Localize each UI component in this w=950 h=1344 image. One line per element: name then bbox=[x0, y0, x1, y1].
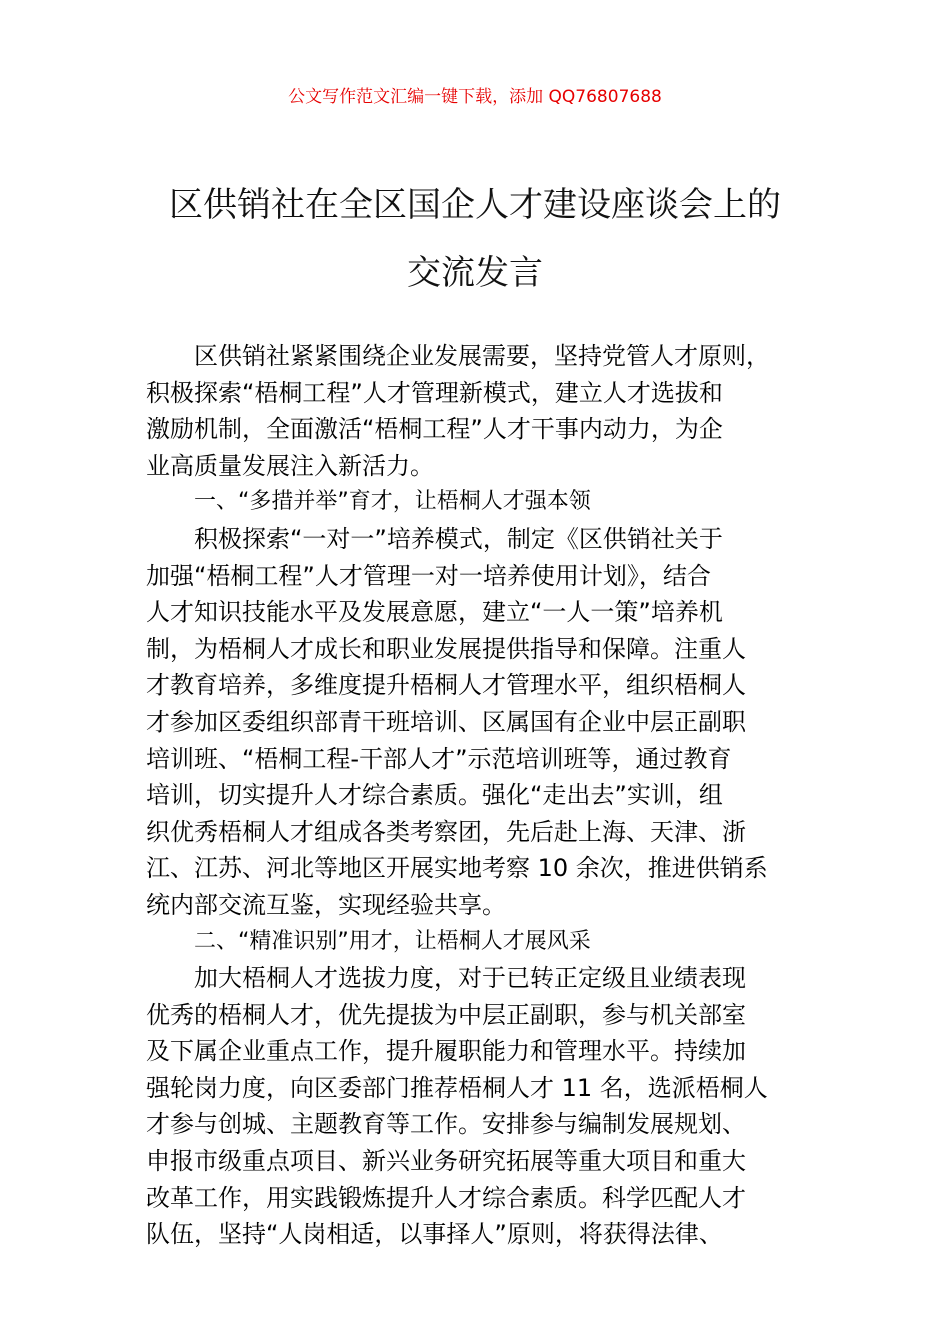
paragraph-line: 积极探索“梧桐工程”人才管理新模式，建立人才选拔和 bbox=[146, 378, 723, 407]
download-banner: 公文写作范文汇编一键下载，添加 QQ76807688 bbox=[288, 87, 662, 107]
paragraph-line: 制，为梧桐人才成长和职业发展提供指导和保障。注重人 bbox=[146, 634, 746, 663]
title-line-2: 交流发言 bbox=[407, 253, 543, 293]
paragraph-line: 积极探索“一对一”培养模式，制定《区供销社关于 bbox=[194, 524, 723, 553]
paragraph-line: 区供销社紧紧围绕企业发展需要，坚持党管人才原则， bbox=[194, 342, 770, 370]
paragraph-line: 及下属企业重点工作，提升履职能力和管理水平。持续加 bbox=[146, 1037, 746, 1066]
paragraph-line: 江、江苏、河北等地区开展实地考察 10 余次，推进供销系 bbox=[146, 854, 768, 883]
paragraph-line: 队伍，坚持“人岗相适，以事择人”原则，将获得法律、 bbox=[146, 1220, 723, 1249]
paragraph-line: 人才知识技能水平及发展意愿，建立“一人一策”培养机 bbox=[146, 598, 723, 627]
section-heading: 一、“多措并举”育才，让梧桐人才强本领 bbox=[194, 489, 591, 515]
paragraph-line: 优秀的梧桐人才，优先提拔为中层正副职，参与机关部室 bbox=[146, 1000, 746, 1029]
paragraph-line: 强轮岗力度，向区委部门推荐梧桐人才 11 名，选派梧桐人 bbox=[146, 1073, 768, 1102]
paragraph-line: 业高质量发展注入新活力。 bbox=[146, 451, 434, 480]
paragraph-line: 激励机制，全面激活“梧桐工程”人才干事内动力，为企 bbox=[146, 415, 723, 444]
title-line-1: 区供销社在全区国企人才建设座谈会上的 bbox=[169, 185, 781, 225]
paragraph-line: 统内部交流互鉴，实现经验共享。 bbox=[146, 890, 506, 919]
paragraph-line: 申报市级重点项目、新兴业务研究拓展等重大项目和重大 bbox=[146, 1147, 746, 1176]
section-heading: 二、“精准识别”用才，让梧桐人才展风采 bbox=[194, 928, 591, 954]
paragraph-line: 改革工作，用实践锻炼提升人才综合素质。科学匹配人才 bbox=[146, 1183, 746, 1212]
paragraph-line: 培训，切实提升人才综合素质。强化“走出去”实训，组 bbox=[146, 781, 723, 810]
paragraph-line: 才参加区委组织部青干班培训、区属国有企业中层正副职 bbox=[146, 707, 746, 736]
paragraph-line: 才教育培养，多维度提升梧桐人才管理水平，组织梧桐人 bbox=[146, 671, 746, 700]
document-title bbox=[0, 176, 950, 302]
paragraph-line: 织优秀梧桐人才组成各类考察团，先后赴上海、天津、浙 bbox=[146, 817, 746, 846]
paragraph-line: 培训班、“梧桐工程-干部人才”示范培训班等，通过教育 bbox=[146, 744, 732, 773]
paragraph-line: 才参与创城、主题教育等工作。安排参与编制发展规划、 bbox=[146, 1110, 746, 1139]
document-body bbox=[146, 338, 812, 1253]
paragraph-line: 加大梧桐人才选拔力度，对于已转正定级且业绩表现 bbox=[194, 964, 746, 993]
paragraph-line: 加强“梧桐工程”人才管理一对一培养使用计划》，结合 bbox=[146, 561, 711, 590]
